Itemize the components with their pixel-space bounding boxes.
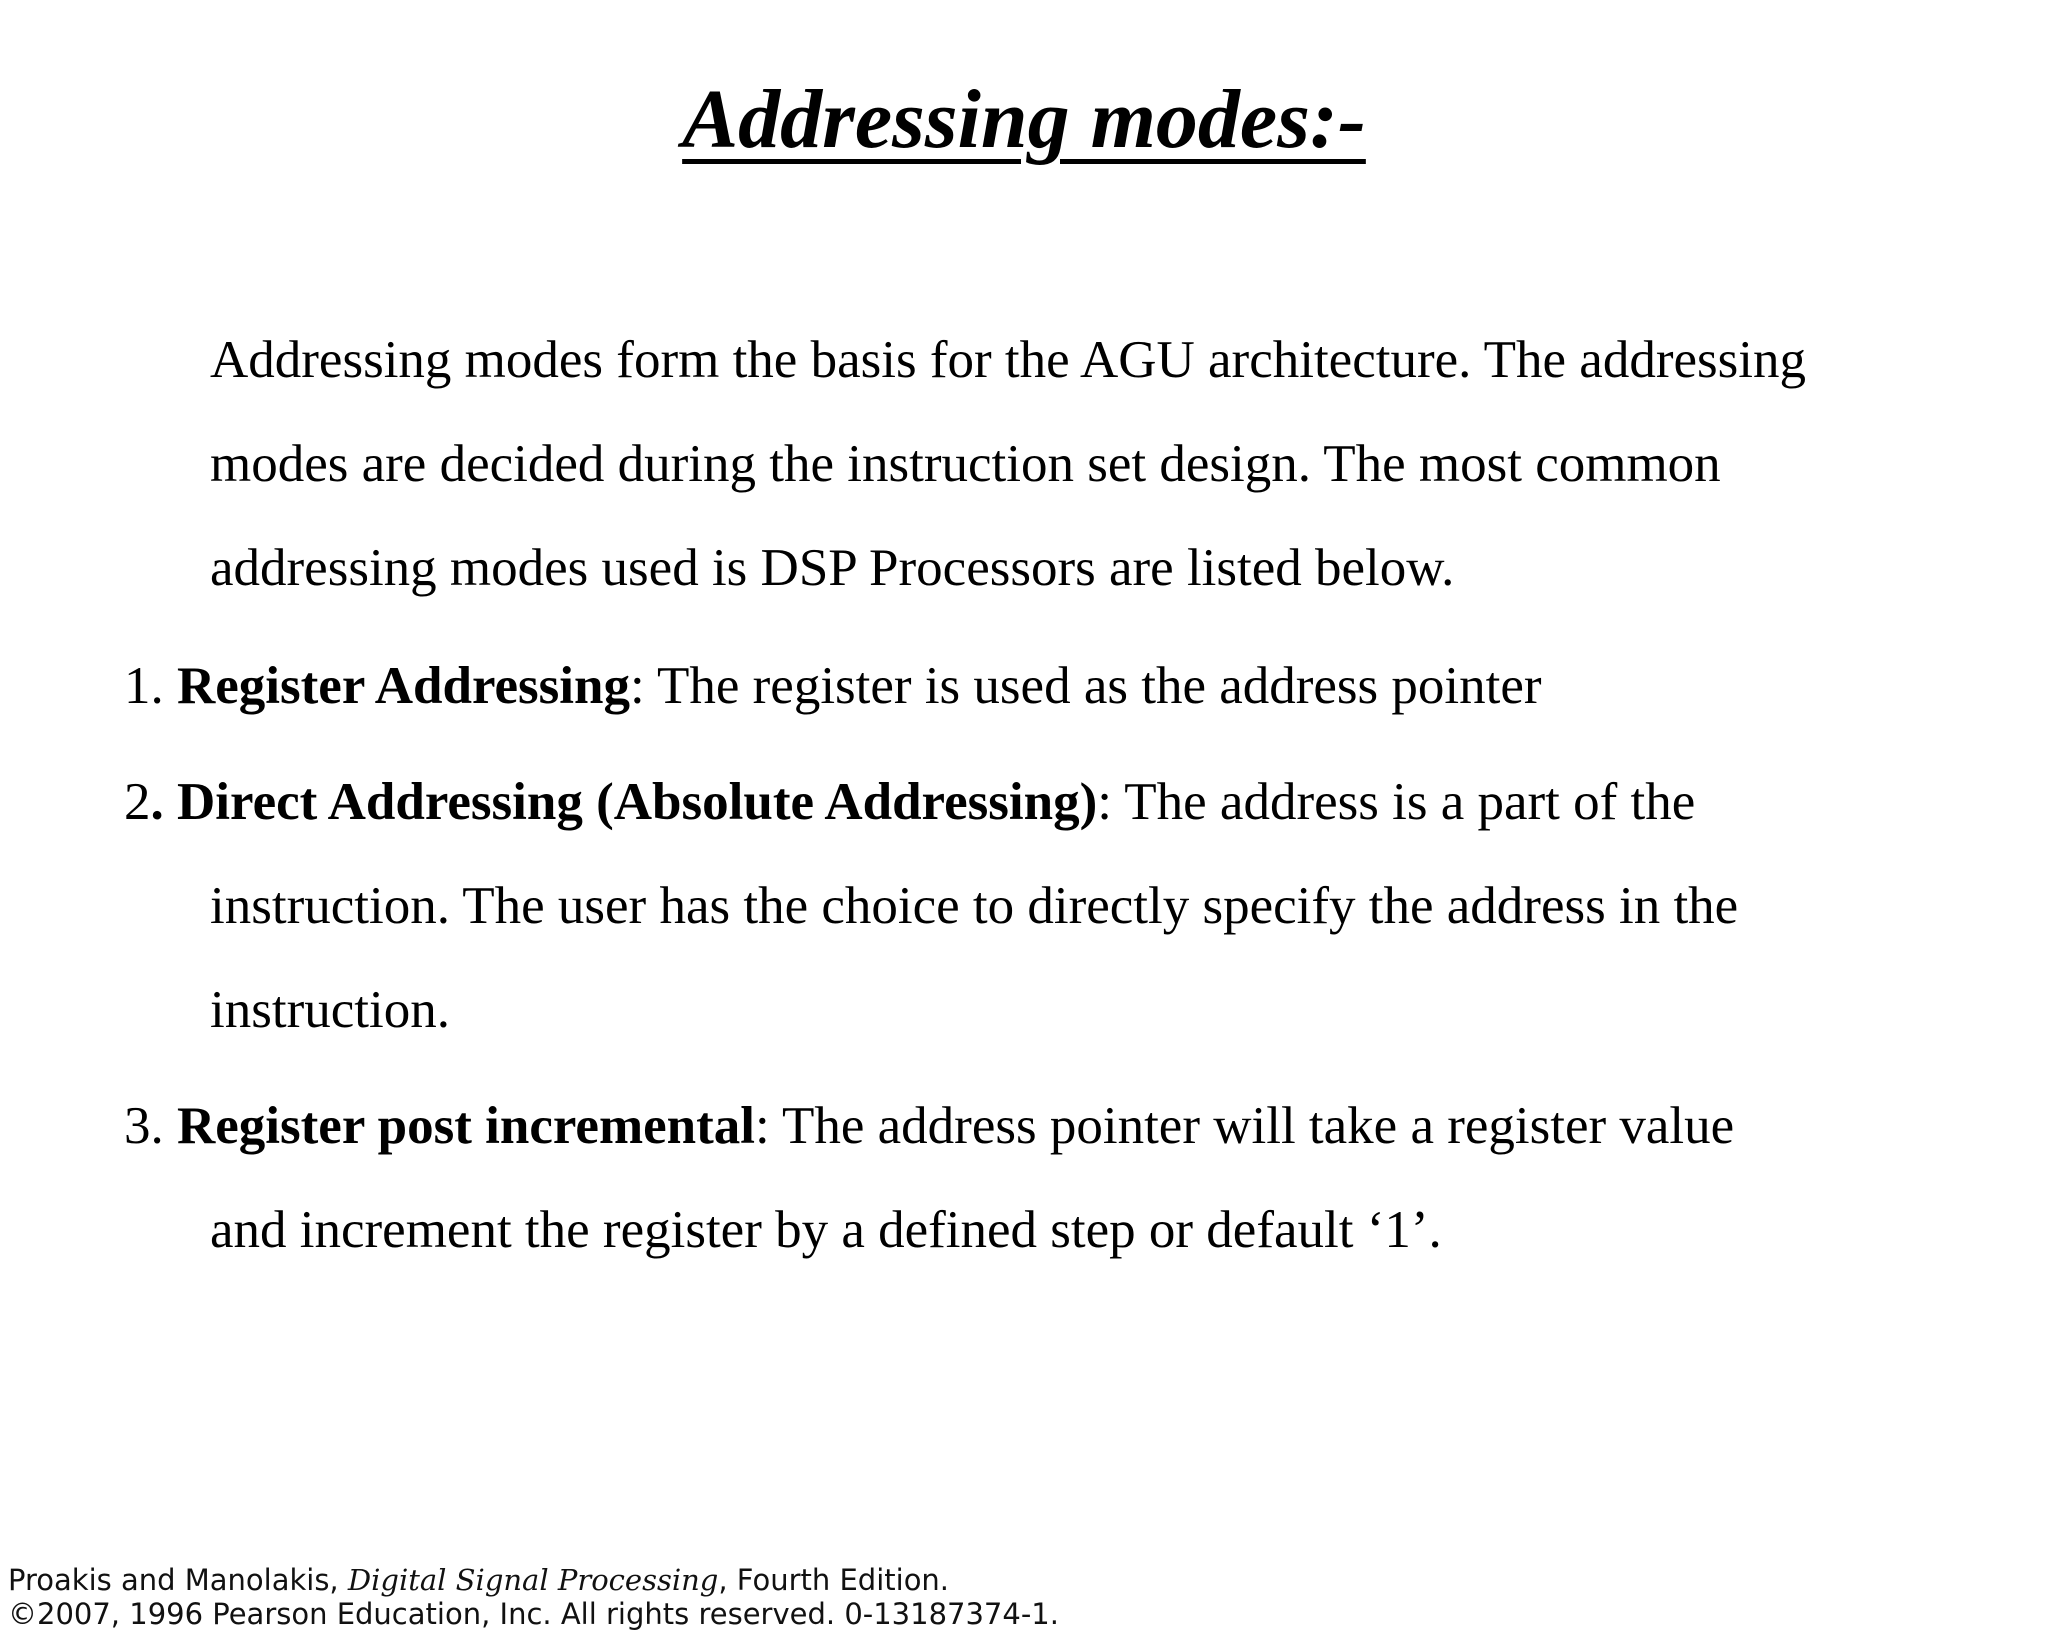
list-item-continuation: instruction. The user has the choice to directly specify the address in the [210,877,1739,935]
item-description: : The register is used as the address pointer [629,657,1542,715]
intro-line-3: addressing modes used is DSP Processors are listed below. [210,539,1455,597]
page-title: Addressing modes:- [682,73,1366,166]
footer-book-title: Digital Signal Processing [347,1563,719,1597]
list-item-continuation: and increment the register by a defined step or default ‘1’. [210,1201,1442,1259]
list-item-continuation: instruction. [210,981,450,1039]
list-item-direct-addressing [124,773,1696,831]
item-term: Register Addressing [177,657,630,715]
intro-line-2: modes are decided during the instruction set design. The most common [210,435,1721,493]
item-description: : The address pointer will take a register value [754,1097,1735,1155]
item-number: 1. [124,657,177,715]
item-number: 3. [124,1097,177,1155]
footer-authors: Proakis and Manolakis, [8,1563,348,1597]
item-description: : The address is a part of the [1097,773,1696,831]
list-item-register-addressing [124,657,1542,715]
intro-line-1: Addressing modes form the basis for the AGU architecture. The addressing [210,331,1806,389]
item-term: Register post incremental [177,1097,755,1155]
item-term: . Direct Addressing (Absolute Addressing) [150,773,1098,831]
footer-citation [8,1563,950,1597]
footer-edition: , Fourth Edition. [718,1563,950,1597]
list-item-register-post-incremental [124,1097,1735,1155]
footer-copyright: ©2007, 1996 Pearson Education, Inc. All rights reserved. 0-13187374-1. [8,1597,1059,1631]
item-number: 2 [124,773,151,831]
